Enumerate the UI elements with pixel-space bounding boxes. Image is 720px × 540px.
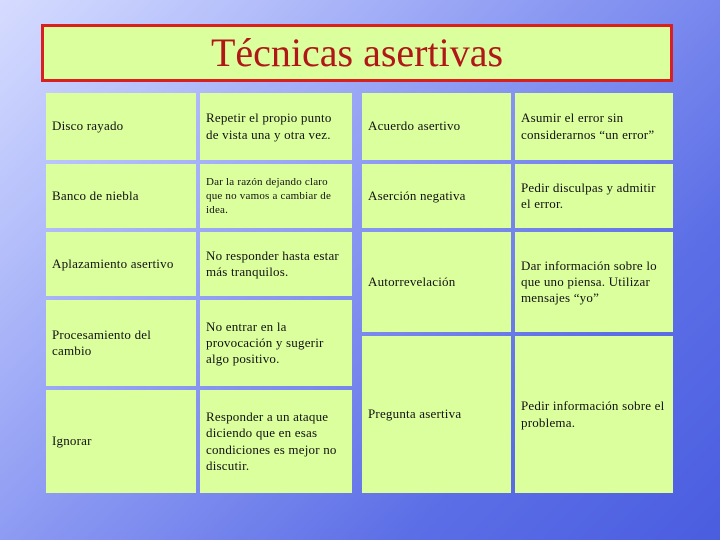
technique-desc-aplazamiento-asertivo: No responder hasta estar más tranquilos. [200,232,352,296]
technique-desc-pregunta-asertiva: Pedir información sobre el problema. [515,336,673,493]
technique-name-procesamiento-del-cambio: Procesamiento del cambio [46,300,196,386]
technique-desc-acuerdo-asertivo: Asumir el error sin considerarnos “un error” [515,93,673,160]
slide-title: Técnicas asertivas [210,30,504,75]
technique-name-pregunta-asertiva: Pregunta asertiva [362,336,511,493]
technique-name-acuerdo-asertivo: Acuerdo asertivo [362,93,511,160]
technique-name-aplazamiento-asertivo: Aplazamiento asertivo [46,232,196,296]
technique-name-asercion-negativa: Aserción negativa [362,164,511,228]
technique-desc-banco-de-niebla: Dar la razón dejando claro que no vamos a cambiar de idea. [200,164,352,228]
technique-name-autorrevelacion: Autorrevelación [362,232,511,332]
technique-name-disco-rayado: Disco rayado [46,93,196,160]
technique-name-ignorar: Ignorar [46,390,196,493]
technique-desc-ignorar: Responder a un ataque diciendo que en esas condiciones es mejor no discutir. [200,390,352,493]
technique-name-banco-de-niebla: Banco de niebla [46,164,196,228]
title-banner [41,24,673,82]
technique-desc-procesamiento-del-cambio: No entrar en la provocación y sugerir algo positivo. [200,300,352,386]
technique-desc-autorrevelacion: Dar información sobre lo que uno piensa. Utilizar mensajes “yo” [515,232,673,332]
technique-desc-asercion-negativa: Pedir disculpas y admitir el error. [515,164,673,228]
technique-desc-disco-rayado: Repetir el propio punto de vista una y otra vez. [200,93,352,160]
